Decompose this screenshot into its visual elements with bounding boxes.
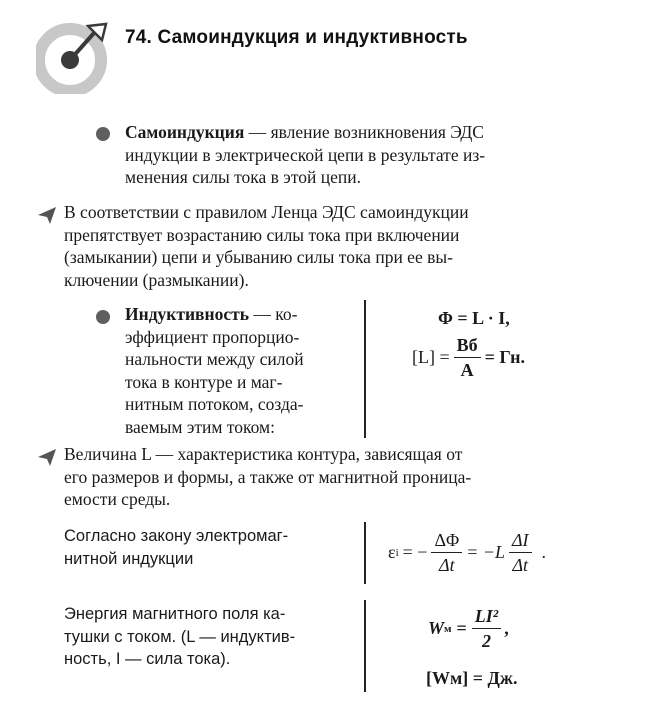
divider (364, 522, 366, 584)
target-arrow-icon (36, 20, 110, 94)
divider (364, 300, 366, 438)
pen-nib-icon (36, 447, 58, 472)
formula-energy-unit: [Wм] = Дж. (426, 668, 518, 688)
bullet-dot (96, 310, 110, 324)
term-inductance: Индуктивность (125, 304, 249, 324)
definition-inductance: Индуктивность — ко- эффициент пропорцио- нальности между силой тока в контуре и маг- нитным потоком, созда- ваемым этим током: (125, 304, 304, 437)
definition-selfinduction: Самоиндукция — явление возникновения ЭДС индукции в электрической цепи в результате из- менения силы тока в этой цепи. (125, 122, 486, 187)
formula-flux: Φ = L · I, (438, 308, 510, 328)
formula-emf: ε i = − $\frac{\Delta\Phi}{\Delta t}$ = −L $\frac{\Delta I}{\Delta t}$ . (388, 530, 547, 575)
bullet-dot (96, 127, 110, 141)
note-inductance-depends: Величина L — характеристика контура, зависящая от его размеров и формы, а также от магнитной проница- емости среды. (64, 444, 472, 509)
pen-nib-icon (36, 205, 58, 230)
note-lenz-rule: В соответствии с правилом Ленца ЭДС самоиндукции препятствует возрастанию силы тока при включении (замыкании) цепи и убыванию силы тока при ее вы- ключении (размыкании). (64, 202, 469, 290)
divider (364, 600, 366, 692)
text-induction-law: Согласно закону электромаг- нитной индукции (64, 527, 289, 568)
text-energy: Энергия магнитного поля ка- тушки с током. (L — индуктив- ность, I — сила тока). (64, 605, 296, 668)
page-title: 74. Самоиндукция и индуктивность (125, 27, 468, 48)
term-selfinduction: Самоиндукция (125, 122, 245, 142)
header-logo (36, 20, 110, 94)
formula-inductance-unit: [L] = $\frac{Вб}{А}$ = Гн. (412, 335, 526, 380)
formula-energy: W м = $\frac{\text{LI²}}{2}$ , (428, 606, 509, 651)
